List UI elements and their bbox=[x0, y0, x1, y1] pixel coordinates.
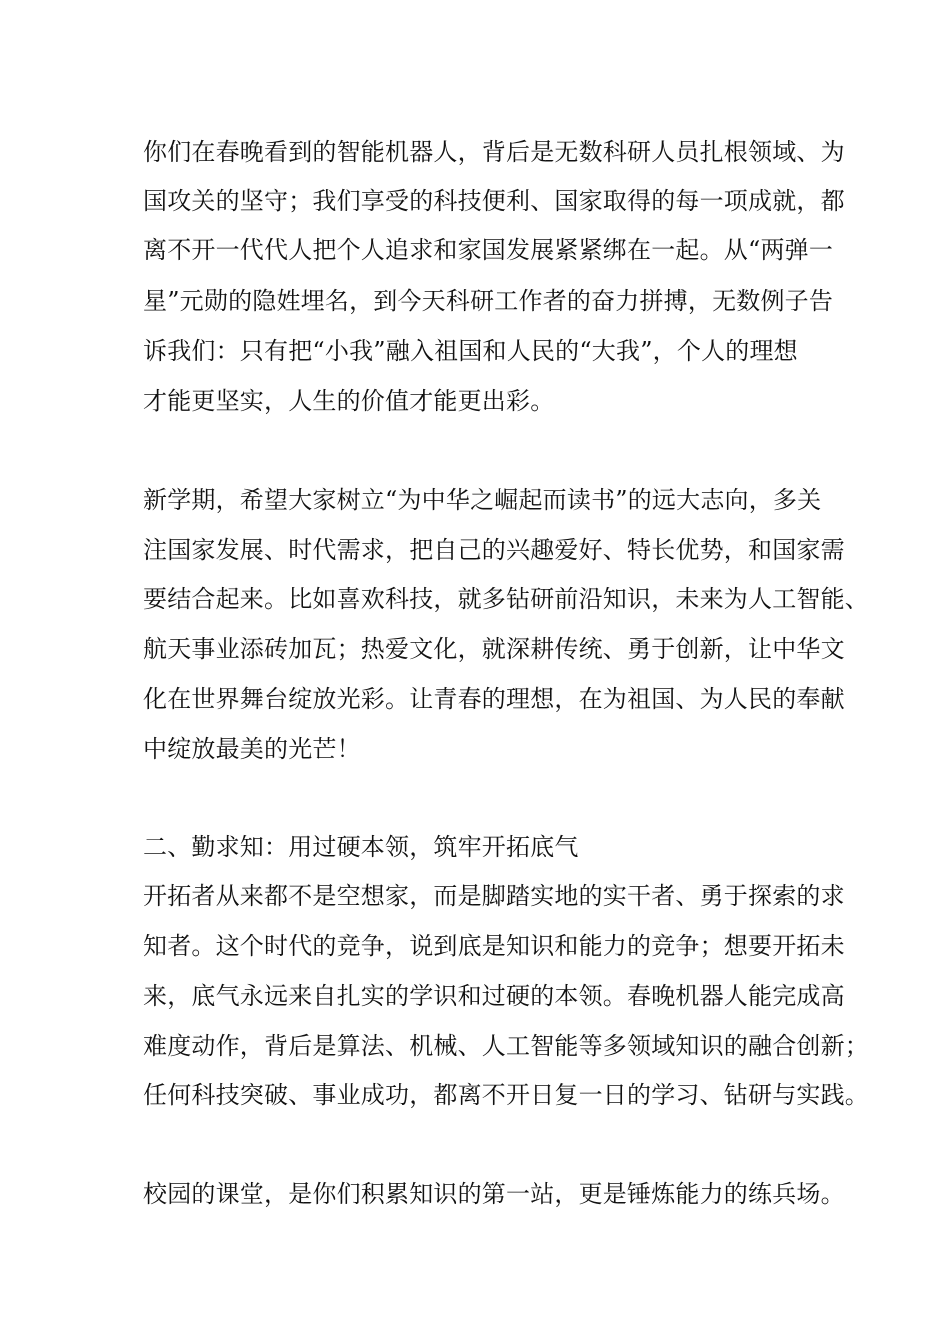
paragraph-line: 要结合起来。比如喜欢科技，就多钻研前沿知识，未来为人工智能、 bbox=[143, 585, 869, 613]
paragraph-line: 你们在春晚看到的智能机器人，背后是无数科研人员扎根领域、为 bbox=[143, 138, 845, 166]
paragraph-line: 国攻关的坚守；我们享受的科技便利、国家取得的每一项成就，都 bbox=[143, 187, 845, 215]
paragraph-line: 航天事业添砖加瓦；热爱文化，就深耕传统、勇于创新，让中华文 bbox=[143, 635, 845, 663]
paragraph-line: 离不开一代代人把个人追求和家国发展紧紧绑在一起。从“两弹一 bbox=[143, 236, 834, 264]
paragraph-line: 诉我们：只有把“小我”融入祖国和人民的“大我”，个人的理想 bbox=[143, 337, 798, 365]
paragraph-line: 校园的课堂，是你们积累知识的第一站，更是锤炼能力的练兵场。 bbox=[143, 1180, 845, 1208]
paragraph-line: 来，底气永远来自扎实的学识和过硬的本领。春晚机器人能完成高 bbox=[143, 982, 845, 1010]
paragraph-line: 才能更坚实，人生的价值才能更出彩。 bbox=[143, 387, 555, 415]
section-heading: 二、勤求知：用过硬本领，筑牢开拓底气 bbox=[143, 833, 579, 861]
paragraph-line: 星”元勋的隐姓埋名，到今天科研工作者的奋力拼搏，无数例子告 bbox=[143, 287, 834, 315]
paragraph-line: 任何科技突破、事业成功，都离不开日复一日的学习、钻研与实践。 bbox=[143, 1081, 869, 1109]
paragraph-line: 新学期，希望大家树立“为中华之崛起而读书”的远大志向，多关 bbox=[143, 486, 822, 514]
paragraph-line: 中绽放最美的光芒！ bbox=[143, 735, 361, 763]
paragraph-line: 知者。这个时代的竞争，说到底是知识和能力的竞争；想要开拓未 bbox=[143, 932, 845, 960]
paragraph-line: 化在世界舞台绽放光彩。让青春的理想，在为祖国、为人民的奉献 bbox=[143, 685, 845, 713]
paragraph-line: 难度动作，背后是算法、机械、人工智能等多领域知识的融合创新； bbox=[143, 1032, 869, 1060]
paragraph-line: 开拓者从来都不是空想家，而是脚踏实地的实干者、勇于探索的求 bbox=[143, 882, 845, 910]
paragraph-line: 注国家发展、时代需求，把自己的兴趣爱好、特长优势，和国家需 bbox=[143, 536, 845, 564]
